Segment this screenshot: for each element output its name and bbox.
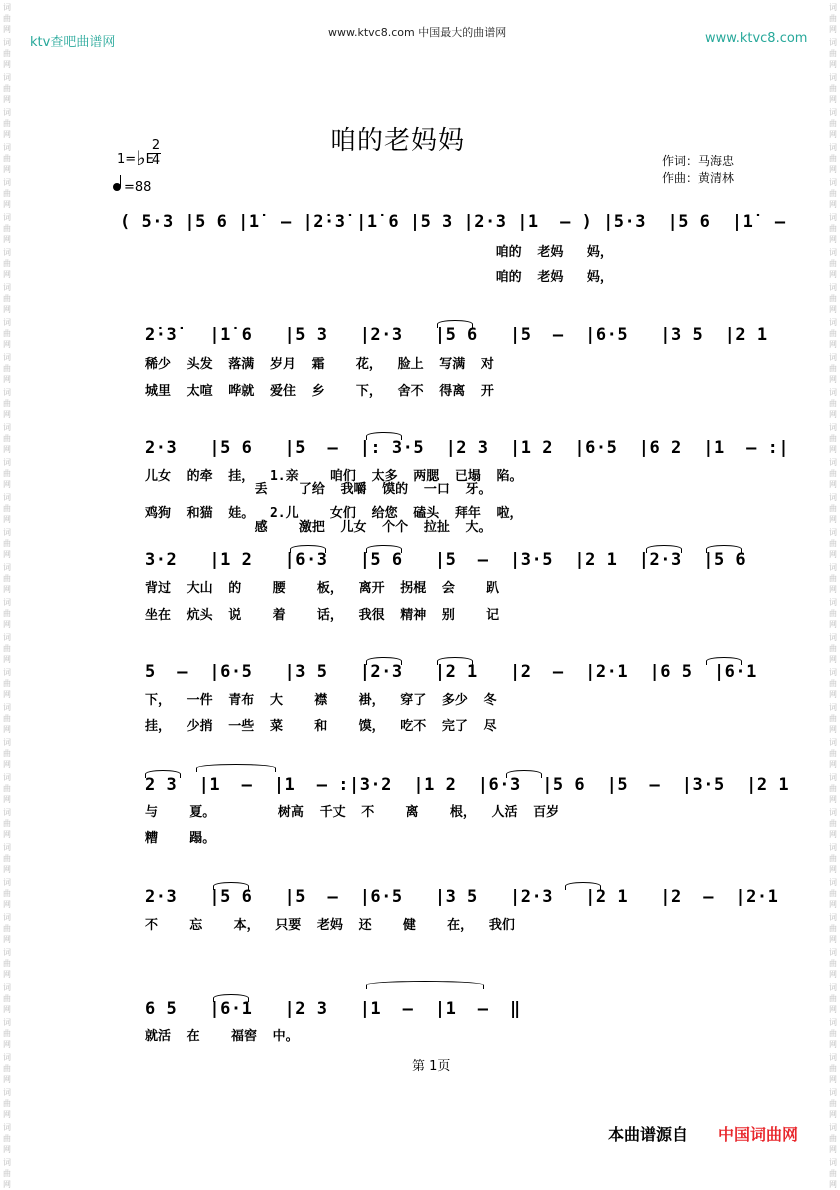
watermark-glyph: 词 曲 网: [3, 1088, 11, 1119]
watermark-glyph: 词 曲 网: [3, 913, 11, 944]
slur: [437, 320, 473, 328]
watermark-glyph: 词 曲 网: [3, 38, 11, 69]
slur: [646, 545, 682, 553]
watermark-glyph: 词 曲 网: [3, 563, 11, 594]
watermark-glyph: 词 曲 网: [3, 1158, 11, 1189]
lyrics-system-5-line-1: 下， 一件 青布 大 襟 褂， 穿了 多少 冬: [145, 693, 497, 708]
composer-credit: 作曲：黄清林: [662, 171, 735, 185]
slur: [213, 882, 249, 890]
watermark-glyph: 词 曲 网: [3, 598, 11, 629]
key-signature: [117, 144, 154, 168]
lyrics-system-8-line-1: 就活 在 福窖 中。: [145, 1029, 299, 1044]
watermark-glyph: 词 曲 网: [829, 528, 837, 559]
song-title: 咱的老妈妈: [330, 126, 466, 156]
slur: [706, 657, 742, 665]
watermark-glyph: 词 曲 网: [3, 3, 11, 34]
lyrics-system-2-line-1: 稀少 头发 落满 岁月 霜 花， 脸上 写满 对: [145, 357, 494, 372]
watermark-glyph: 词 曲 网: [3, 843, 11, 874]
lyrics-system-3-line-4: 感 激把 儿女 个个 拉扯 大。: [145, 520, 492, 535]
watermark-glyph: 词 曲 网: [829, 248, 837, 279]
watermark-glyph: 词 曲 网: [829, 1053, 837, 1084]
watermark-glyph: 词 曲 网: [829, 983, 837, 1014]
notes-system-3: 2·3 |5 6 |5 – |: 3·5 |2 3 |1 2 |6·5 |6 2 |1 – :|: [145, 438, 790, 458]
watermark-glyph: 词 曲 网: [3, 73, 11, 104]
watermark-glyph: 词 曲 网: [829, 108, 837, 139]
watermark-glyph: 词 曲 网: [829, 563, 837, 594]
watermark-glyph: 词 曲 网: [829, 1018, 837, 1049]
watermark-glyph: 词 曲 网: [829, 458, 837, 489]
watermark-glyph: 词 曲 网: [829, 1123, 837, 1154]
lyrics-system-4-line-1: 背过 大山 的 腰 板， 离开 拐棍 会 趴: [145, 581, 500, 596]
watermark-glyph: 词 曲 网: [3, 108, 11, 139]
watermark-glyph: 词 曲 网: [829, 878, 837, 909]
site-link-left[interactable]: ktv查吧曲谱网: [30, 35, 116, 50]
slur: [290, 545, 326, 553]
watermark-glyph: 词 曲 网: [829, 388, 837, 419]
time-top: 2: [151, 138, 161, 153]
watermark-glyph: 词 曲 网: [3, 668, 11, 699]
tie: [366, 981, 484, 989]
watermark-glyph: 词 曲 网: [3, 878, 11, 909]
watermark-glyph: 词 曲 网: [829, 353, 837, 384]
watermark-glyph: 词 曲 网: [829, 213, 837, 244]
key-prefix: 1=: [117, 152, 137, 167]
key-letter: E: [145, 152, 154, 167]
watermark-glyph: 词 曲 网: [829, 808, 837, 839]
watermark-glyph: 词 曲 网: [829, 633, 837, 664]
watermark-glyph: 词 曲 网: [829, 423, 837, 454]
watermark-glyph: 词 曲 网: [829, 843, 837, 874]
tempo-mark: [113, 180, 151, 195]
lyrics-system-3-line-1: 儿女 的牵 挂， 1.亲 咱们 太多 两腮 已塌 陷。: [145, 469, 523, 484]
quarter-note-icon: [113, 183, 121, 191]
page-number: 第 1页: [412, 1059, 451, 1074]
time-bottom: 4: [151, 153, 161, 168]
slur: [366, 545, 402, 553]
watermark-glyph: 词 曲 网: [829, 143, 837, 174]
watermark-glyph: 词 曲 网: [829, 738, 837, 769]
time-signature: [151, 139, 161, 168]
lyrics-system-6-line-1: 与 夏。 树高 千丈 不 离 根， 人活 百岁: [145, 805, 560, 820]
watermark-glyph: 词 曲 网: [3, 1123, 11, 1154]
watermark-glyph: 词 曲 网: [829, 38, 837, 69]
watermark-glyph: 词 曲 网: [3, 388, 11, 419]
watermark-glyph: 词 曲 网: [829, 3, 837, 34]
watermark-glyph: 词 曲 网: [3, 353, 11, 384]
header-center-text: www.ktvc8.com 中国最大的曲谱网: [328, 26, 507, 39]
watermark-glyph: 词 曲 网: [829, 598, 837, 629]
slur: [565, 882, 601, 890]
watermark-glyph: 词 曲 网: [829, 1088, 837, 1119]
watermark-glyph: 词 曲 网: [3, 213, 11, 244]
slur: [366, 657, 402, 665]
lyrics-system-1-line-1: 咱的 老妈 妈，: [120, 245, 613, 260]
watermark-glyph: 词 曲 网: [3, 318, 11, 349]
slur: [437, 657, 473, 665]
watermark-glyph: 词 曲 网: [829, 178, 837, 209]
site-link-right[interactable]: www.ktvc8.com: [705, 31, 808, 46]
watermark-glyph: 词 曲 网: [829, 318, 837, 349]
watermark-glyph: 词 曲 网: [829, 73, 837, 104]
watermark-glyph: 词 曲 网: [3, 948, 11, 979]
tempo-value: =88: [124, 180, 152, 195]
footer-site-link[interactable]: 中国词曲网: [718, 1125, 799, 1144]
notes-system-6: 2 3 |1 – |1 – :|3·2 |1 2 |6·3 |5 6 |5 – |3·5 |2 1: [145, 775, 790, 795]
lyrics-system-3-line-2: 丢 了给 我嚼 馍的 一口 牙。: [145, 482, 492, 497]
lyrics-system-5-line-2: 挂， 少捎 一些 菜 和 馍， 吃不 完了 尽: [145, 719, 497, 734]
watermark-glyph: 词 曲 网: [3, 703, 11, 734]
slur: [506, 770, 542, 778]
watermark-glyph: 词 曲 网: [3, 283, 11, 314]
watermark-glyph: 词 曲 网: [829, 703, 837, 734]
watermark-glyph: 词 曲 网: [3, 633, 11, 664]
tie: [196, 764, 276, 772]
watermark-glyph: 词 曲 网: [829, 1158, 837, 1189]
watermark-glyph: 词 曲 网: [3, 983, 11, 1014]
watermark-glyph: 词 曲 网: [3, 178, 11, 209]
lyrics-system-1-line-2: 咱的 老妈 妈，: [120, 270, 613, 285]
lyrics-system-7-line-1: 不 忘 本， 只要 老妈 还 健 在， 我们: [145, 918, 515, 933]
notes-system-7: 2·3 |5 6 |5 – |6·5 |3 5 |2·3 |2 1 |2 – |2·1: [145, 887, 779, 907]
notes-system-8: 6 5 |6·1 |2 3 |1 – |1 – ‖: [145, 999, 521, 1019]
watermark-glyph: 词 曲 网: [3, 808, 11, 839]
watermark-glyph: 词 曲 网: [3, 493, 11, 524]
slur: [366, 432, 402, 440]
watermark-glyph: 词 曲 网: [829, 493, 837, 524]
lyrics-system-3-line-3: 鸡狗 和猫 娃。 2.儿 女们 给您 磕头 拜年 啦，: [145, 506, 523, 521]
watermark-glyph: 词 曲 网: [3, 423, 11, 454]
watermark-glyph: 词 曲 网: [3, 1053, 11, 1084]
slur: [145, 770, 181, 778]
watermark-glyph: 词 曲 网: [829, 283, 837, 314]
notes-system-4: 3·2 |1 2 |6·3 |5 6 |5 – |3·5 |2 1 |2·3 |5 6: [145, 550, 747, 570]
watermark-glyph: 词 曲 网: [829, 773, 837, 804]
right-watermark-strip: [826, 0, 840, 1189]
notes-system-1: ( 5·3 |5 6 |1̇ – |2̇·3̇ |1̇ 6 |5 3 |2·3 |1 – ) |5·3 |5 6 |1̇ –: [120, 212, 786, 232]
slur: [213, 994, 249, 1002]
footer-source-label: 本曲谱源自: [608, 1125, 689, 1144]
watermark-glyph: 词 曲 网: [3, 773, 11, 804]
watermark-glyph: 词 曲 网: [3, 458, 11, 489]
watermark-glyph: 词 曲 网: [3, 143, 11, 174]
watermark-glyph: 词 曲 网: [829, 668, 837, 699]
notes-system-5: 5 – |6·5 |3 5 |2·3 |2 1 |2 – |2·1 |6 5 |6·1: [145, 662, 757, 682]
watermark-glyph: 词 曲 网: [829, 913, 837, 944]
lyrics-system-6-line-2: 糟 蹋。: [145, 831, 216, 846]
watermark-glyph: 词 曲 网: [3, 528, 11, 559]
watermark-glyph: 词 曲 网: [3, 248, 11, 279]
slur: [706, 545, 742, 553]
watermark-glyph: 词 曲 网: [3, 1018, 11, 1049]
lyrics-system-2-line-2: 城里 太喧 哗就 爱住 乡 下， 舍不 得离 开: [145, 384, 494, 399]
flat-symbol: ♭: [136, 146, 146, 170]
notes-system-2: 2̇·3̇ |1̇ 6 |5 3 |2·3 |5 6 |5 – |6·5 |3 5 |2 1: [145, 325, 768, 345]
lyrics-system-4-line-2: 坐在 炕头 说 着 话， 我很 精神 别 记: [145, 608, 500, 623]
left-watermark-strip: [0, 0, 14, 1189]
lyricist-credit: 作词：马海忠: [662, 154, 735, 168]
watermark-glyph: 词 曲 网: [829, 948, 837, 979]
watermark-glyph: 词 曲 网: [3, 738, 11, 769]
